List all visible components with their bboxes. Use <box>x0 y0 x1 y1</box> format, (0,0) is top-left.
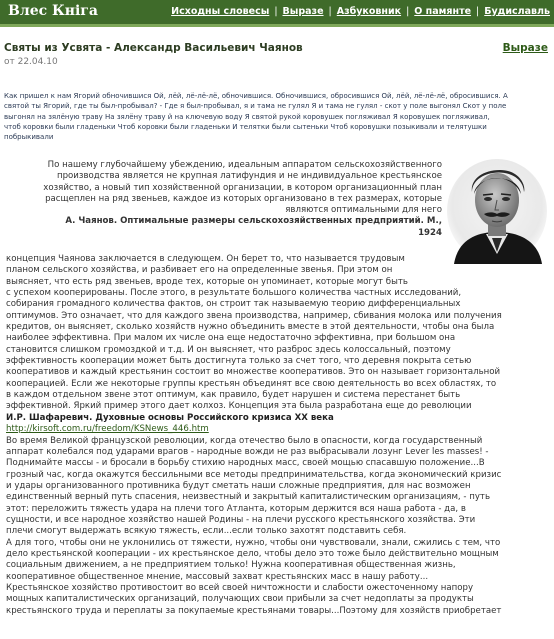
nav-link-vyraze[interactable]: Выразе <box>282 6 324 17</box>
nav-link-ishodny-slovesy[interactable]: Исходны словесы <box>171 6 270 17</box>
source-citation: И.Р. Шафаревич. Духовные основы Российского кризиса XX века <box>6 412 334 423</box>
body-line: грозный час, когда окажутся бессильными все методы предпринимательства, когда экономический кризис <box>6 469 502 480</box>
body-line: концепция Чаянова заключается в следующем. Он берет то, что называется трудовым <box>6 254 405 264</box>
nav-separator: | <box>476 6 480 17</box>
epigraph-signature: А. Чаянов. Оптимальные размеры сельскохозяйственных предприятий. М., <box>65 216 442 227</box>
body-line: А для того, чтобы они не уклонились от тяжести, нужно, чтобы они чувствовали, знали, сжились с тем, что <box>6 537 501 548</box>
body-line: оптимумов. Это означает, что для каждого звена производства, например, сбивания молока или получения <box>6 310 502 321</box>
nav-separator: | <box>406 6 410 17</box>
nav-link-o-pamyante[interactable]: О памянте <box>414 6 472 17</box>
body-line: Крестьянское хозяйство противостоит во всей своей ничтожности и слабости ожесточенному напору <box>6 582 474 593</box>
body-line: эффективность кооперации может быть достигнута только за счет того, что деревня покрыта сетью <box>6 356 472 367</box>
article-title: Святы из Усвята - Александр Васильевич Чаянов <box>4 42 303 54</box>
epigraph <box>6 160 442 239</box>
poem-line: святой ты Ягорий, где ты был-пробывал? - Где я был-пробывал, я и тама не гулял Я и тама не гулял - скот у поле выгонял Скот у поле <box>4 102 507 111</box>
epigraph-line: являются оптимальными для него <box>285 205 442 216</box>
body-line: Во время Великой французской революции, когда отечество было в опасности, когда государственный <box>6 435 483 446</box>
article-body <box>6 254 550 617</box>
site-logo[interactable]: Влес Кнiга <box>8 3 98 19</box>
folk-poem <box>4 91 544 142</box>
body-line: и удары организованного противника будут сметать наши сложные предприятия, для нас возможен <box>6 480 471 491</box>
source-link[interactable]: http://kirsoft.com.ru/freedom/KSNews_446.htm <box>6 424 209 435</box>
body-line: мощных капиталистических организаций, получающих свои прибыли за счет недоплаты за продукты <box>6 594 474 605</box>
poem-line: выгонял на зялёную траву На зялёну траву й на ключевую воду Я святой рукой коровушек погляживал Я коровушек погляживал, <box>4 112 490 121</box>
poem-line: побрыкивали <box>4 133 54 142</box>
body-line: планом сельского хозяйства, и разбивает его на определенные звенья. При этом он <box>6 265 393 276</box>
body-line: единственный верный путь спасения, неизвестный и закрытый капиталистическим организациям, - путь <box>6 492 491 503</box>
article-section-link[interactable]: Выразе <box>502 42 548 54</box>
epigraph-line: хозяйство, а новый тип хозяйственной организации, в котором организационный план <box>43 182 442 193</box>
body-line: кооперативов и каждый крестьянин состоит во множестве кооперативов. Это он называет горизонтальной <box>6 367 501 378</box>
body-line: в каждом отдельном звене этот оптимум, как правило, будет нарушен и система перестанет быть <box>6 390 461 401</box>
body-line: плечи смогут выдержать всякую тяжесть, если...если только захотят подставить себя. <box>6 526 407 537</box>
epigraph-signature-year: 1924 <box>418 227 442 238</box>
epigraph-line: расщеплен на ряд звеньев, каждое из которых организовано в тех размерах, которые <box>45 193 442 204</box>
body-line: наиболее эффективна. При малом их числе она еще недостаточно эффективна, при большом она <box>6 333 456 344</box>
body-line: сущности, и все народное хозяйство нашей Родины - на плечи русского крестьянского хозяйства. Эти <box>6 514 476 525</box>
body-line: с успехом кооперированы. После этого, в результате большого количества частных исследований, <box>6 288 462 299</box>
body-line: Поднимайте массы - и бросали в борьбу стихию народных масс, своей мощью спасавшую положение...В <box>6 458 485 469</box>
nav-link-azbukovnik[interactable]: Азбуковник <box>336 6 402 17</box>
body-line: аппарат колебался под ударами врагов - народные вожди не раз выбрасывали лозунг Lever les masses! - <box>6 446 489 457</box>
nav-link-budislavl[interactable]: Будиславль <box>484 6 550 17</box>
nav-separator: | <box>328 6 332 17</box>
epigraph-line: производства является не крупная латифундия и не индивидуальное крестьянское <box>56 171 442 182</box>
epigraph-line: По нашему глубочайшему убеждению, идеальным аппаратом сельскохозяйственного <box>47 160 442 170</box>
article-date: от 22.04.10 <box>4 57 58 67</box>
nav-separator: | <box>274 6 278 17</box>
body-line: эффективной. Яркий пример этого дает колхоз. Концепция эта была разработана еще до революции <box>6 401 472 412</box>
poem-line: чтоб коровки были гладеньки Чтоб коровки были гладеньки И телятки были сытеньки Чтоб коровушки позыкивали и телятушки <box>4 122 487 131</box>
body-line: кооперацией. Если же некоторые группы крестьян объединят все свою деятельность во всех областях, то <box>6 378 497 389</box>
body-line: кредитов, он выясняет, сколько хозяйств нужно объединить вместе в этой деятельности, чтобы она была <box>6 322 495 333</box>
body-line: выясняет, что есть ряд звеньев, вроде тех, которые он упоминает, которые могут быть <box>6 276 408 287</box>
site-header <box>0 0 554 27</box>
body-line: этот: переложить тяжесть удара на плечи того Атланта, которым держится вся наша работа - да, в <box>6 503 466 514</box>
body-line: собирания громадного количества фактов, он строит так называемую теорию дифференциальных <box>6 299 461 310</box>
body-line: социальным движением, а не предприятием только! Нужна кооперативная общественная жизнь, <box>6 560 456 571</box>
body-line: кооперативное общественное мнение, массовый захват крестьянских масс в нашу работу... <box>6 571 429 582</box>
author-portrait <box>446 158 548 264</box>
top-nav <box>171 6 550 17</box>
body-line: становится слишком громоздкой и т.д. И он выясняет, что разброс здесь колоссальный, поэтому <box>6 344 451 355</box>
poem-line: Как пришел к нам Ягорий обночившися Ой, лёй, лё-лё-лё, обночившися. Обночившися, обросившися Ой, лёй, лё-лё-лё, обросившися. А <box>4 92 508 100</box>
body-line: дело крестьянской кооперации - их крестьянское дело, чтобы дело это тоже было действительно мощным <box>6 548 499 559</box>
body-line: крестьянского труда и переплаты за покупаемые крестьянами товары...Поэтому для хозяйств приобретает <box>6 605 502 616</box>
